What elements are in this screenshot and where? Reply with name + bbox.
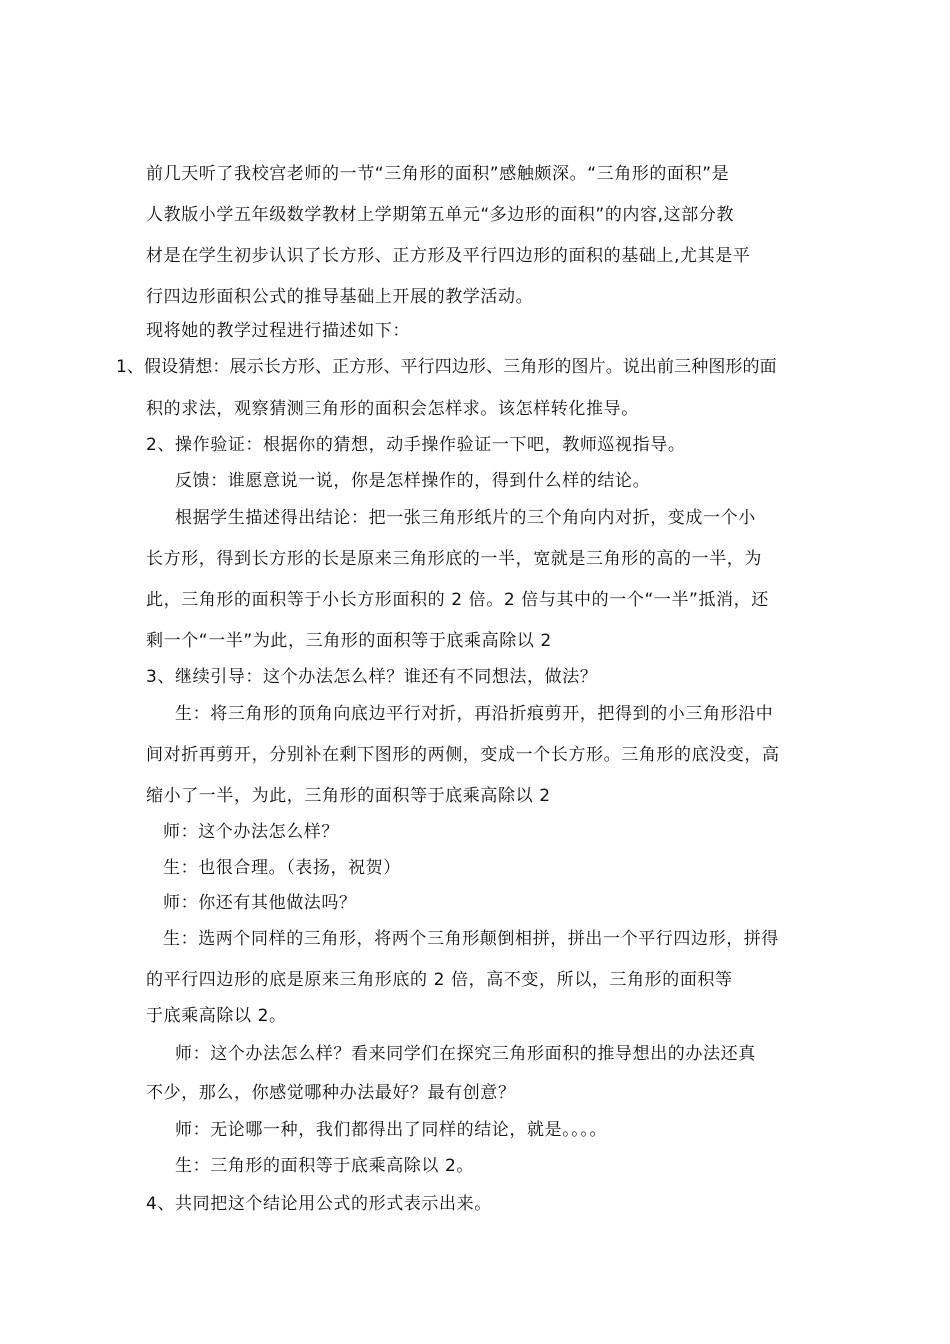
paragraph-line: 于底乘高除以 2。: [146, 1006, 287, 1026]
list-item-3: 3、继续引导：这个办法怎么样？谁还有不同想法，做法？: [146, 667, 598, 687]
paragraph-line: 根据学生描述得出结论：把一张三角形纸片的三个角向内对折，变成一个小: [175, 508, 756, 528]
paragraph-line: 间对折再剪开，分别补在剩下图形的两侧，变成一个长方形。三角形的底没变，高: [146, 745, 780, 765]
dialogue-line: 生：也很合理。（表扬，祝贺）: [163, 858, 401, 878]
paragraph-line: 行四边形面积公式的推导基础上开展的教学活动。: [146, 287, 534, 307]
dialogue-line: 生：选两个同样的三角形，将两个三角形颠倒相拼，拼出一个平行四边形，拼得: [163, 929, 779, 949]
paragraph-line: 积的求法，观察猜测三角形的面积会怎样求。该怎样转化推导。: [146, 399, 639, 419]
paragraph-line: 的平行四边形的底是原来三角形底的 2 倍，高不变，所以，三角形的面积等: [146, 970, 733, 990]
paragraph-line: 前几天听了我校宫老师的一节“三角形的面积”感触颇深。“三角形的面积”是: [146, 164, 730, 184]
paragraph-line: 缩小了一半，为此，三角形的面积等于底乘高除以 2: [146, 786, 551, 806]
dialogue-line: 师：这个办法怎么样？看来同学们在探究三角形面积的推导想出的办法还真: [175, 1044, 756, 1064]
paragraph-line: 此，三角形的面积等于小长方形面积的 2 倍。2 倍与其中的一个“一半”抵消，还: [146, 590, 769, 610]
paragraph-line: 反馈：谁愿意说一说，你是怎样操作的，得到什么样的结论。: [175, 471, 651, 491]
list-item-2: 2、操作验证：根据你的猜想，动手操作验证一下吧，教师巡视指导。: [146, 435, 686, 455]
paragraph-line: 现将她的教学过程进行描述如下：: [146, 321, 410, 341]
paragraph-line: 剩一个“一半”为此，三角形的面积等于底乘高除以 2: [146, 631, 552, 651]
paragraph-line: 不少，那么，你感觉哪种办法最好？最有创意？: [146, 1083, 516, 1103]
paragraph-line: 生：将三角形的顶角向底边平行对折，再沿折痕剪开，把得到的小三角形沿中: [175, 704, 774, 724]
list-item-4: 4、共同把这个结论用公式的形式表示出来。: [146, 1194, 492, 1214]
dialogue-line: 生：三角形的面积等于底乘高除以 2。: [175, 1156, 475, 1176]
paragraph-line: 人教版小学五年级数学教材上学期第五单元“多边形的面积”的内容,这部分教: [146, 205, 735, 225]
paragraph-line: 材是在学生初步认识了长方形、正方形及平行四边形的面积的基础上,尤其是平: [146, 246, 751, 266]
dialogue-line: 师：无论哪一种，我们都得出了同样的结论，就是。。。。: [175, 1120, 608, 1140]
list-item-1: 1、假设猜想：展示长方形、正方形、平行四边形、三角形的图片。说出前三种图形的面: [116, 357, 777, 377]
dialogue-line: 师：这个办法怎么样？: [163, 822, 339, 842]
dialogue-line: 师：你还有其他做法吗？: [163, 893, 357, 913]
paragraph-line: 长方形，得到长方形的长是原来三角形底的一半，宽就是三角形的高的一半，为: [146, 549, 762, 569]
